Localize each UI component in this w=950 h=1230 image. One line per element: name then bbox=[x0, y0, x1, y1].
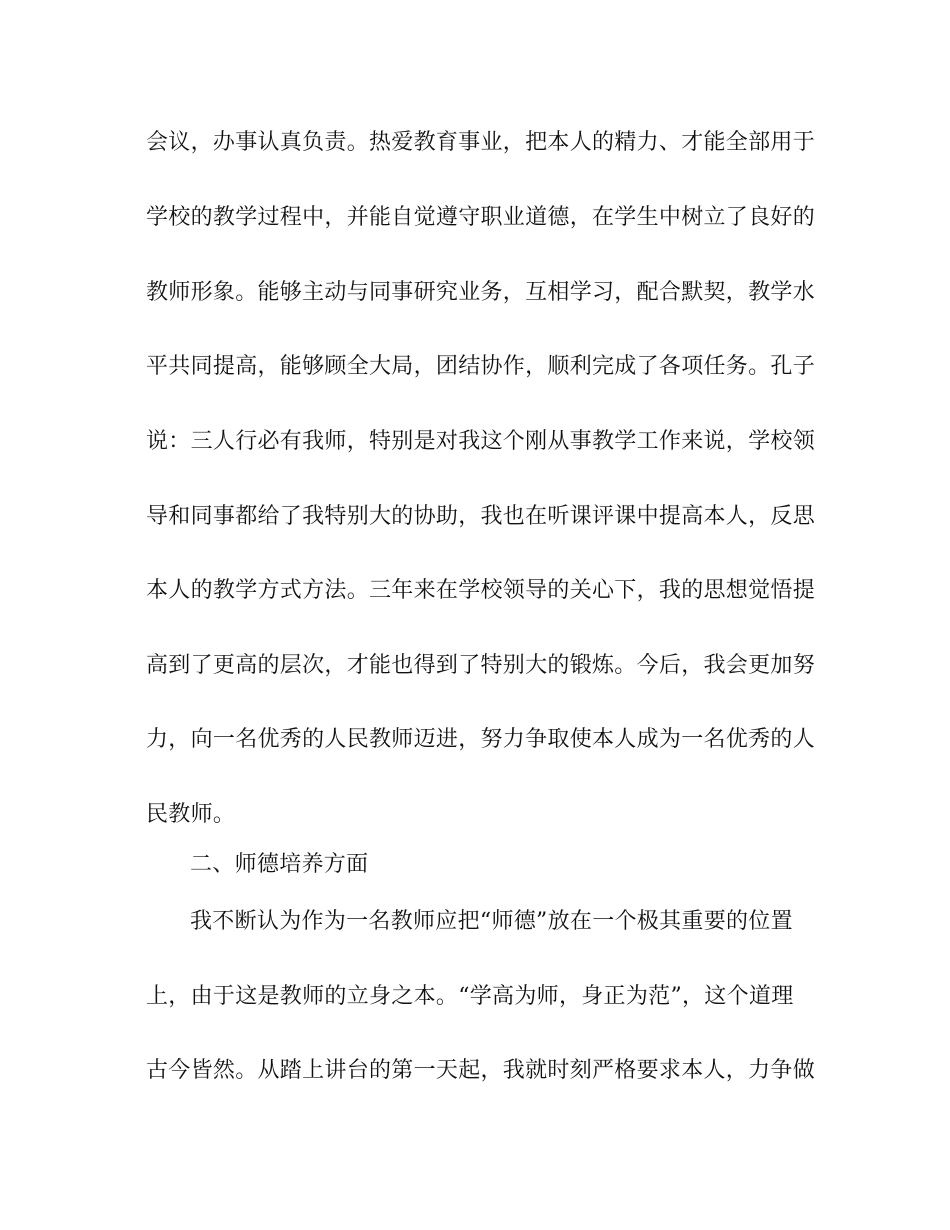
paragraph-line: 我不断认为作为一名教师应把“师德”放在一个极其重要的位置 bbox=[190, 909, 793, 934]
paragraph-line: 教师形象。能够主动与同事研究业务，互相学习，配合默契，教学水 bbox=[146, 280, 816, 305]
paragraph-line: 民教师。 bbox=[146, 802, 236, 827]
section-heading: 二、师德培养方面 bbox=[190, 852, 369, 877]
paragraph-line: 本人的教学方式方法。三年来在学校领导的关心下，我的思想觉悟提 bbox=[146, 578, 816, 603]
paragraph-line: 学校的教学过程中，并能自觉遵守职业道德，在学生中树立了良好的 bbox=[146, 205, 816, 230]
paragraph-line: 力，向一名优秀的人民教师迈进，努力争取使本人成为一名优秀的人 bbox=[146, 727, 816, 752]
paragraph-line: 导和同事都给了我特别大的协助，我也在听课评课中提高本人，反思 bbox=[146, 504, 816, 529]
paragraph-line: 说：三人行必有我师，特别是对我这个刚从事教学工作来说，学校领 bbox=[146, 429, 816, 454]
paragraph-line: 上，由于这是教师的立身之本。“学高为师，身正为范”，这个道理 bbox=[146, 984, 794, 1009]
paragraph-line: 会议，办事认真负责。热爱教育事业，把本人的精力、才能全部用于 bbox=[146, 130, 816, 155]
paragraph-line: 平共同提高，能够顾全大局，团结协作，顺利完成了各项任务。孔子 bbox=[146, 354, 816, 379]
paragraph-line: 高到了更高的层次，才能也得到了特别大的锻炼。今后，我会更加努 bbox=[146, 653, 816, 678]
paragraph-line: 古今皆然。从踏上讲台的第一天起，我就时刻严格要求本人，力争做 bbox=[146, 1058, 816, 1083]
